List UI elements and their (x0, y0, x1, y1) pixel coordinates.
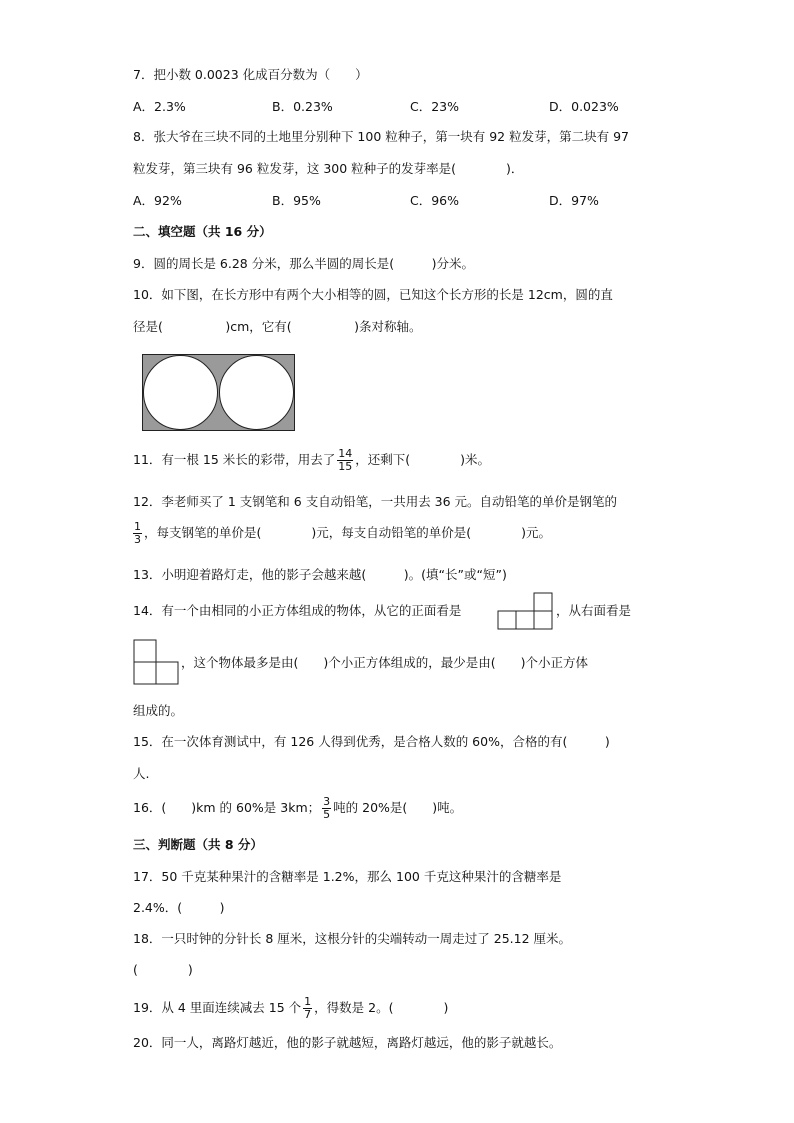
q17-line2: 2.4%．( ) (133, 900, 225, 915)
q8-option-a: A．92% (133, 193, 182, 208)
q16-pre: 16．( )km 的 60%是 3km； (133, 800, 321, 815)
q14-line3: 组成的。 (133, 703, 184, 718)
q10-line1: 10．如下图，在长方形中有两个大小相等的圆，已知这个长方形的长是 12cm，圆的直 (133, 287, 613, 302)
q16-frac-den: 5 (323, 808, 331, 821)
q11-text (133, 448, 490, 473)
right-view-figure (133, 639, 181, 687)
section-heading-true-false: 三、判断题（共 8 分） (133, 837, 263, 852)
rectangle-two-circles-figure (142, 354, 296, 432)
q8-option-d: D．97% (549, 193, 599, 208)
q8-option-b: B．95% (272, 193, 321, 208)
q7-option-c: C．23% (410, 99, 460, 114)
q12-frac-num: 1 (134, 520, 141, 533)
q12-frac-den: 3 (134, 533, 141, 546)
q10-line2: 径是( )cm，它有( )条对称轴。 (133, 319, 422, 334)
q15-line2: 人. (133, 766, 150, 781)
q7-option-a: A．2.3% (133, 99, 186, 114)
q19-text (133, 996, 448, 1021)
q18-line1: 18．一只时钟的分针长 8 厘米，这根分针的尖端转动一周走过了 25.12 厘米。 (133, 931, 572, 946)
q11-frac-den: 15 (338, 460, 353, 473)
q12-post: ，每支钢笔的单价是( )元，每支自动铅笔的单价是( )元。 (144, 525, 552, 540)
q9-text: 9．圆的周长是 6.28 分米，那么半圆的周长是( )分米。 (133, 256, 474, 271)
q8-option-c: C．96% (410, 193, 460, 208)
q16-post: 吨的 20%是( )吨。 (333, 800, 463, 815)
q19-fraction (303, 996, 312, 1021)
q16-frac-num: 3 (323, 795, 331, 808)
q19-frac-num: 1 (304, 995, 312, 1008)
q11-pre: 11．有一根 15 米长的彩带，用去了 (133, 452, 336, 467)
q19-frac-den: 7 (304, 1008, 312, 1021)
q7-option-b: B．0.23% (272, 99, 333, 114)
q8-line2: 粒发芽，第三块有 96 粒发芽，这 300 粒种子的发芽率是( )． (133, 161, 524, 176)
q11-fraction (337, 448, 353, 473)
front-view-figure (497, 592, 553, 630)
q14-pre: 14．有一个由相同的小正方体组成的物体，从它的正面看是 (133, 603, 462, 618)
q20-text: 20．同一人，离路灯越近，他的影子就越短，离路灯越远，他的影子就越长。 (133, 1035, 562, 1050)
q19-post: ，得数是 2。( ) (314, 1000, 449, 1015)
q12-line2 (133, 521, 551, 546)
section-heading-fill-in: 二、填空题（共 16 分） (133, 224, 272, 239)
q8-line1: 8．张大爷在三块不同的土地里分别种下 100 粒种子，第一块有 92 粒发芽，第二块有 97 (133, 129, 629, 144)
q19-pre: 19．从 4 里面连续减去 15 个 (133, 1000, 302, 1015)
q16-text (133, 796, 462, 821)
q15-line1: 15．在一次体育测试中，有 126 人得到优秀，是合格人数的 60%，合格的有( ) (133, 734, 610, 749)
q13-text: 13．小明迎着路灯走，他的影子会越来越( )。(填“长”或“短”) (133, 567, 507, 582)
q12-fraction (133, 521, 142, 546)
q14-line1 (133, 602, 461, 620)
q7-text: 7．把小数 0.0023 化成百分数为（ ） (133, 67, 368, 82)
q17-line1: 17．50 千克某种果汁的含糖率是 1.2%，那么 100 千克这种果汁的含糖率是 (133, 869, 562, 884)
q16-fraction (322, 796, 331, 821)
q11-frac-num: 14 (338, 447, 353, 460)
q11-post: ，还剩下( )米。 (355, 452, 491, 467)
q18-line2: ( ) (133, 962, 193, 977)
q7-option-d: D．0.023% (549, 99, 619, 114)
q14-line2: ，这个物体最多是由( )个小正方体组成的，最少是由( )个小正方体 (181, 655, 589, 670)
q12-line1: 12．李老师买了 1 支钢笔和 6 支自动铅笔，一共用去 36 元。自动铅笔的单价是钢笔的 (133, 494, 618, 509)
q14-post: ，从右面看是 (556, 603, 632, 618)
